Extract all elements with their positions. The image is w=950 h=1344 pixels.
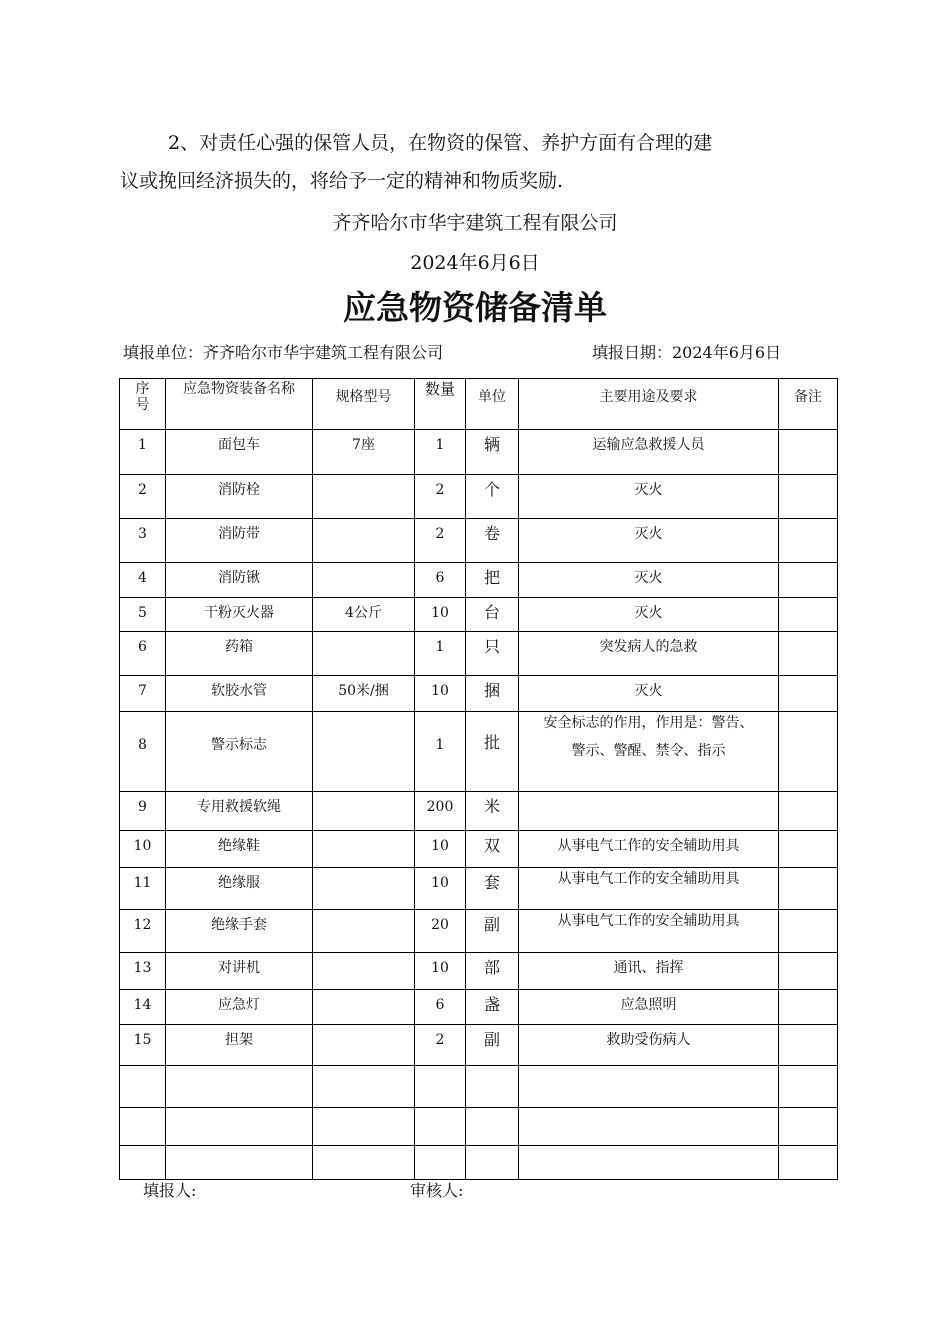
cell-qty: 6 xyxy=(415,563,466,598)
cell-no: 3 xyxy=(120,519,166,563)
cell-name: 消防锹 xyxy=(166,563,313,598)
empty-row xyxy=(120,1066,838,1108)
filler-label: 填报人: xyxy=(143,1181,197,1200)
cell-name: 应急灯 xyxy=(166,990,313,1025)
page-title: 应急物资储备清单 xyxy=(343,288,607,327)
cell-remark xyxy=(779,475,838,519)
header-spec: 规格型号 xyxy=(313,379,415,430)
cell-no: 5 xyxy=(120,598,166,632)
cell-usage: 通讯、指挥 xyxy=(519,953,779,990)
cell-unit: 套 xyxy=(466,868,519,910)
cell-spec xyxy=(313,910,415,953)
cell-qty: 2 xyxy=(415,1025,466,1066)
header-row xyxy=(120,379,838,430)
cell-spec: 7座 xyxy=(313,430,415,475)
header-usage: 主要用途及要求 xyxy=(519,379,779,430)
cell-spec xyxy=(313,519,415,563)
paragraph-line-2: 议或挽回经济损失的，将给予一定的精神和物质奖励. xyxy=(120,170,564,192)
cell-remark xyxy=(779,792,838,831)
cell-unit: 捆 xyxy=(466,676,519,712)
cell-qty: 200 xyxy=(415,792,466,831)
empty-row xyxy=(120,1108,838,1146)
empty-row xyxy=(120,1146,838,1180)
cell-no: 1 xyxy=(120,430,166,475)
cell-name: 药箱 xyxy=(166,632,313,676)
cell-name: 消防带 xyxy=(166,519,313,563)
cell-spec xyxy=(313,712,415,792)
header-no: 序号 xyxy=(120,379,166,430)
cell-qty: 10 xyxy=(415,676,466,712)
table-row xyxy=(120,563,838,598)
table-row xyxy=(120,475,838,519)
cell-qty: 10 xyxy=(415,831,466,868)
table-row xyxy=(120,831,838,868)
intro-paragraph xyxy=(120,124,820,200)
cell-remark xyxy=(779,712,838,792)
cell-unit: 卷 xyxy=(466,519,519,563)
header-qty: 数量 xyxy=(415,379,466,430)
cell-name: 警示标志 xyxy=(166,712,313,792)
cell-unit: 辆 xyxy=(466,430,519,475)
cell-usage: 应急照明 xyxy=(519,990,779,1025)
cell-spec xyxy=(313,475,415,519)
cell-no: 8 xyxy=(120,712,166,792)
cell-name: 消防栓 xyxy=(166,475,313,519)
table-row xyxy=(120,990,838,1025)
cell-usage: 救助受伤病人 xyxy=(519,1025,779,1066)
table-row xyxy=(120,676,838,712)
cell-name: 对讲机 xyxy=(166,953,313,990)
cell-name: 绝缘鞋 xyxy=(166,831,313,868)
table-row xyxy=(120,598,838,632)
table-row xyxy=(120,953,838,990)
cell-spec xyxy=(313,990,415,1025)
cell-name: 面包车 xyxy=(166,430,313,475)
cell-qty: 2 xyxy=(415,519,466,563)
cell-spec xyxy=(313,1025,415,1066)
cell-usage: 灭火 xyxy=(519,519,779,563)
cell-usage xyxy=(519,792,779,831)
cell-name: 干粉灭火器 xyxy=(166,598,313,632)
header-name: 应急物资装备名称 xyxy=(166,379,313,430)
cell-unit: 台 xyxy=(466,598,519,632)
table-row xyxy=(120,910,838,953)
cell-qty: 10 xyxy=(415,868,466,910)
cell-no: 13 xyxy=(120,953,166,990)
cell-usage: 灭火 xyxy=(519,475,779,519)
cell-remark xyxy=(779,676,838,712)
cell-remark xyxy=(779,598,838,632)
cell-usage: 灭火 xyxy=(519,563,779,598)
cell-unit: 只 xyxy=(466,632,519,676)
cell-no: 14 xyxy=(120,990,166,1025)
cell-no: 2 xyxy=(120,475,166,519)
cell-spec xyxy=(313,563,415,598)
reporting-date: 填报日期：2024年6月6日 xyxy=(592,343,782,362)
cell-unit: 把 xyxy=(466,563,519,598)
cell-remark xyxy=(779,868,838,910)
cell-usage: 灭火 xyxy=(519,598,779,632)
cell-remark xyxy=(779,519,838,563)
cell-usage: 从事电气工作的安全辅助用具 xyxy=(519,910,779,953)
cell-unit: 批 xyxy=(466,712,519,792)
cell-qty: 1 xyxy=(415,632,466,676)
cell-qty: 10 xyxy=(415,598,466,632)
table-row xyxy=(120,712,838,792)
cell-no: 11 xyxy=(120,868,166,910)
cell-remark xyxy=(779,910,838,953)
cell-spec xyxy=(313,868,415,910)
table-row xyxy=(120,1025,838,1066)
reporting-unit: 填报单位：齐齐哈尔市华宇建筑工程有限公司 xyxy=(123,343,444,362)
paragraph-line-1: 2、对责任心强的保管人员，在物资的保管、养护方面有合理的建 xyxy=(168,132,713,154)
cell-qty: 2 xyxy=(415,475,466,519)
cell-no: 4 xyxy=(120,563,166,598)
cell-usage: 从事电气工作的安全辅助用具 xyxy=(519,868,779,910)
cell-no: 7 xyxy=(120,676,166,712)
cell-remark xyxy=(779,831,838,868)
cell-remark xyxy=(779,953,838,990)
cell-usage: 灭火 xyxy=(519,676,779,712)
cell-qty: 10 xyxy=(415,953,466,990)
header-unit: 单位 xyxy=(466,379,519,430)
cell-unit: 双 xyxy=(466,831,519,868)
cell-remark xyxy=(779,990,838,1025)
cell-spec: 50米/捆 xyxy=(313,676,415,712)
cell-qty: 1 xyxy=(415,430,466,475)
cell-no: 15 xyxy=(120,1025,166,1066)
cell-unit: 米 xyxy=(466,792,519,831)
cell-no: 10 xyxy=(120,831,166,868)
company-name: 齐齐哈尔市华宇建筑工程有限公司 xyxy=(332,212,618,234)
cell-usage: 运输应急救援人员 xyxy=(519,430,779,475)
cell-name: 专用救援软绳 xyxy=(166,792,313,831)
cell-name: 绝缘服 xyxy=(166,868,313,910)
cell-usage: 从事电气工作的安全辅助用具 xyxy=(519,831,779,868)
cell-name: 绝缘手套 xyxy=(166,910,313,953)
table-row xyxy=(120,632,838,676)
cell-spec: 4公斤 xyxy=(313,598,415,632)
cell-spec xyxy=(313,632,415,676)
cell-qty: 6 xyxy=(415,990,466,1025)
cell-unit: 部 xyxy=(466,953,519,990)
cell-no: 6 xyxy=(120,632,166,676)
table-row xyxy=(120,430,838,475)
cell-usage: 突发病人的急救 xyxy=(519,632,779,676)
cell-qty: 20 xyxy=(415,910,466,953)
supplies-table xyxy=(119,378,838,1180)
usage-line-1: 安全标志的作用，作用是：警告、 xyxy=(543,715,754,731)
table-row xyxy=(120,868,838,910)
reviewer-label: 审核人: xyxy=(410,1181,464,1200)
cell-remark xyxy=(779,430,838,475)
cell-remark xyxy=(779,1025,838,1066)
cell-remark xyxy=(779,563,838,598)
table-row xyxy=(120,519,838,563)
cell-unit: 盏 xyxy=(466,990,519,1025)
cell-spec xyxy=(313,792,415,831)
cell-unit: 个 xyxy=(466,475,519,519)
cell-name: 担架 xyxy=(166,1025,313,1066)
usage-line-2: 警示、警醒、禁令、指示 xyxy=(571,743,726,759)
cell-qty: 1 xyxy=(415,712,466,792)
cell-no: 9 xyxy=(120,792,166,831)
cell-spec xyxy=(313,831,415,868)
table-row xyxy=(120,792,838,831)
issue-date: 2024年6月6日 xyxy=(410,252,540,274)
cell-usage xyxy=(519,712,779,792)
header-remark: 备注 xyxy=(779,379,838,430)
cell-unit: 副 xyxy=(466,1025,519,1066)
cell-name: 软胶水管 xyxy=(166,676,313,712)
cell-spec xyxy=(313,953,415,990)
cell-no: 12 xyxy=(120,910,166,953)
cell-remark xyxy=(779,632,838,676)
cell-unit: 副 xyxy=(466,910,519,953)
